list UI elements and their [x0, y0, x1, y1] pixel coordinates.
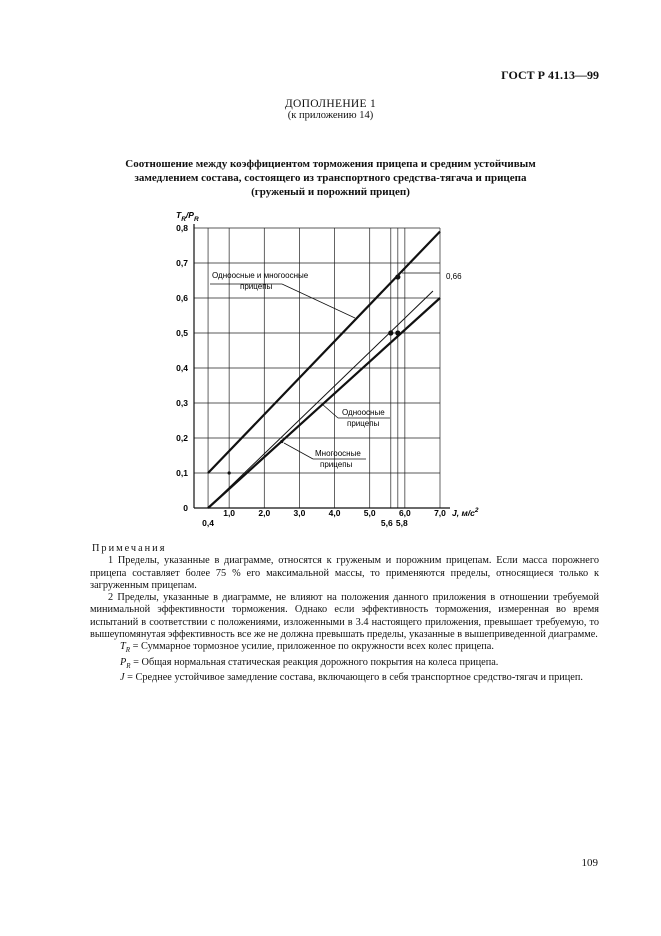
series-label: Одноосные и многоосные	[212, 271, 309, 280]
data-point	[395, 330, 400, 335]
def-symbol: J	[120, 672, 125, 684]
y-tick-label: 0,3	[176, 398, 188, 408]
data-point	[280, 440, 283, 443]
series-label: прицепы	[347, 419, 380, 428]
def-subscript: R	[125, 646, 131, 655]
figure-title-line: Соотношение между коэффициентом торможения прицепа и средним устойчивым	[125, 158, 536, 170]
y-tick-label: 0,8	[176, 223, 188, 233]
y-tick-label: 0,4	[176, 363, 188, 373]
leader-line	[322, 404, 338, 418]
x-tick-label: 7,0	[434, 508, 446, 518]
y-axis-label: $T_R/P_R$	[176, 210, 199, 223]
y-tick-label: 0,5	[176, 328, 188, 338]
page-number: 109	[581, 857, 598, 869]
y-tick-label: 0,7	[176, 258, 188, 268]
series-label: прицепы	[320, 460, 353, 469]
x-tick-label: 1,0	[223, 508, 236, 518]
data-point	[388, 330, 393, 335]
def-subscript: R	[126, 661, 131, 670]
appendix-title: ДОПОЛНЕНИЕ 1	[284, 98, 377, 110]
x-tick-label: 5,8	[395, 518, 408, 528]
definition	[90, 641, 599, 656]
def-text: = Суммарное тормозное усилие, приложенное по окружности всех колес прицепа.	[130, 641, 494, 653]
definition	[90, 672, 599, 684]
note-item: 2 Пределы, указанные в диаграмме, не влияют на положения данного приложения в отношении требуемой минимальной эффективности торможения. Однако если эффективность торможения, измеренная во время испытаний в соответствии с положениями, изложенными в 3.4 настоящего приложения, превышает требуемую, то вышеупомянутая эффективность все же не должна превышать пределы, указанные в вышеприведенной диаграмме.	[90, 592, 599, 641]
document-id: ГОСТ Р 41.13—99	[501, 68, 599, 82]
definition	[90, 657, 599, 672]
value-label-066: 0,66	[446, 272, 462, 281]
data-point	[395, 274, 400, 279]
figure-title-line: замедлением состава, состоящего из транспортного средства-тягача и прицепа	[134, 172, 527, 184]
x-tick-label: 6,0	[398, 508, 411, 518]
series-label: Многоосные	[315, 449, 361, 458]
series-label: Одноосные	[342, 408, 385, 417]
series-line	[208, 232, 440, 474]
x-tick-label: 0,4	[202, 518, 214, 528]
x-tick-label: 5,6	[380, 518, 393, 528]
data-point	[228, 471, 231, 474]
y-tick-label: 0	[183, 503, 188, 513]
y-tick-label: 0,1	[176, 468, 188, 478]
x-axis-label: J, $м/с^2$	[452, 507, 479, 518]
leader-line	[284, 443, 313, 459]
y-tick-label: 0,6	[176, 293, 188, 303]
notes-heading: Примечания	[92, 543, 167, 554]
def-symbol: P	[120, 656, 127, 668]
figure-title-line: (груженый и порожний прицеп)	[251, 186, 410, 198]
appendix-subtitle: (к приложению 14)	[287, 110, 374, 121]
y-tick-label: 0,2	[176, 433, 188, 443]
series-label: прицепы	[240, 282, 273, 291]
x-tick-label: 3,0	[293, 508, 306, 518]
note-item: 1 Пределы, указанные в диаграмме, относятся к груженым и порожним прицепам. Если масса порожнего прицепа составляет более 75 % его максимальной массы, то применяются пределы, относящиеся только к загруженным прицепам.	[90, 555, 599, 591]
def-symbol: T	[120, 641, 126, 653]
series-line	[208, 291, 433, 508]
leader-line	[282, 284, 355, 318]
def-text: = Общая нормальная статическая реакция дорожного покрытия на колеса прицепа.	[130, 656, 499, 668]
def-text: = Среднее устойчивое замедление состава, включающего в себя транспортное средство-тягач и прицеп.	[124, 672, 583, 684]
x-tick-label: 2,0	[258, 508, 271, 518]
x-tick-label: 4,0	[328, 508, 341, 518]
notes	[90, 543, 599, 684]
x-tick-label: 5,0	[363, 508, 376, 518]
